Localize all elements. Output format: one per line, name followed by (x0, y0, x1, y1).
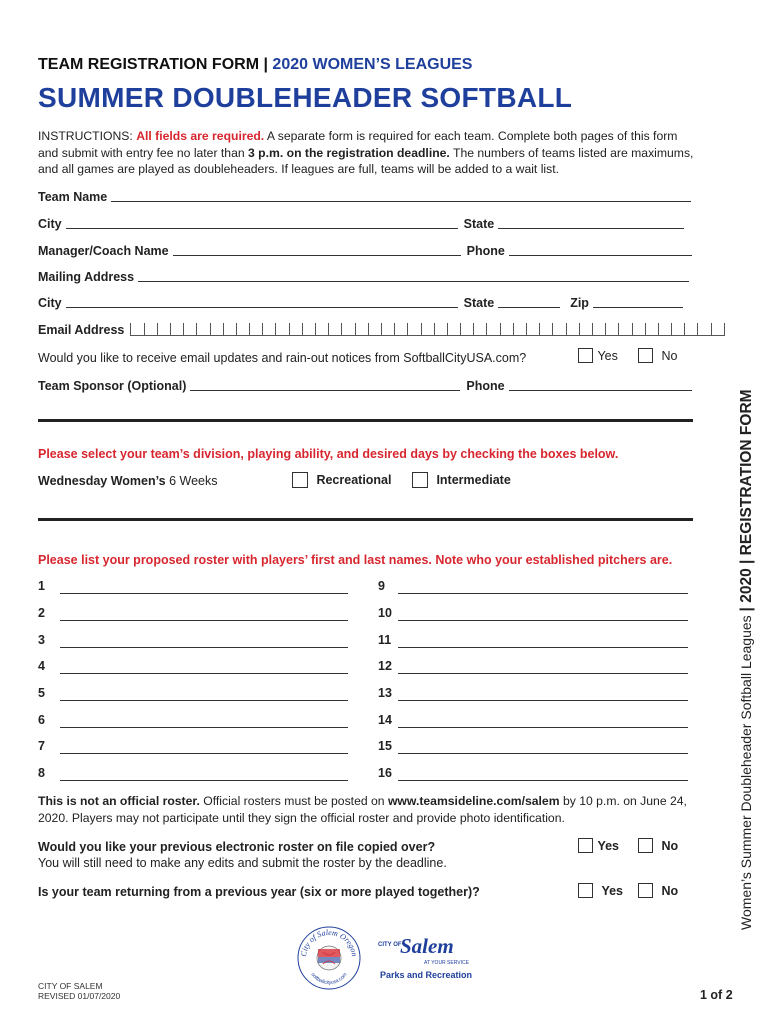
q1-question: Would you like your previous electronic roster on file copied over? (38, 840, 436, 854)
roster-number: 11 (378, 633, 392, 647)
league-weeks: 6 Weeks (165, 474, 218, 488)
city-label: City (38, 217, 62, 231)
roster-number: 15 (378, 739, 392, 753)
recreational-label: Recreational (316, 473, 392, 487)
q2-yes (578, 882, 623, 900)
q1-no (638, 837, 678, 855)
team-name-row (38, 188, 691, 204)
roster-player-field[interactable] (398, 593, 688, 594)
q1-yes (578, 837, 619, 855)
phone2-field[interactable] (509, 390, 692, 391)
email-updates-question: Would you like to receive email updates and rain-out notices from SoftballCityUSA.com? (38, 351, 527, 365)
q1-yes-label: Yes (597, 839, 620, 853)
mailing-address-row (38, 268, 689, 284)
recreational-option (292, 471, 391, 489)
city-state-zip-row (38, 294, 683, 310)
city-state-row (38, 215, 684, 231)
roster-number: 1 (38, 579, 45, 593)
roster-number: 8 (38, 766, 45, 780)
zip-label: Zip (570, 296, 589, 310)
roster-number: 5 (38, 686, 45, 700)
roster-number: 16 (378, 766, 392, 780)
email-updates-yes-checkbox[interactable] (578, 348, 593, 363)
q2-no (638, 882, 678, 900)
city2-field[interactable] (66, 307, 458, 308)
logo-city-of: CITY OF (378, 942, 402, 948)
league-label (38, 474, 217, 488)
side-text-3: REGISTRATION FORM (738, 389, 755, 560)
roster-notice (38, 793, 698, 826)
manager-label: Manager/Coach Name (38, 244, 169, 258)
instructions-text1: A separate form is required for each team. Complete both pages of this form and submit with entry fee no later than (38, 129, 678, 160)
q2-yes-checkbox[interactable] (578, 883, 593, 898)
logo-parks: Parks and Recreation (380, 970, 473, 980)
roster-number: 3 (38, 633, 45, 647)
side-sep-2: | (738, 559, 755, 564)
notice-text1: Official rosters must be posted on (199, 794, 388, 808)
city2-label: City (38, 296, 62, 310)
seal-graphic (296, 925, 362, 991)
notice-url[interactable]: www.teamsideline.com/salem (387, 794, 560, 808)
roster-player-field[interactable] (60, 620, 348, 621)
roster-player-field[interactable] (60, 780, 348, 781)
seal-top-text: City of Salem Oregon (298, 927, 359, 958)
roster-player-field[interactable] (60, 753, 348, 754)
logo-salem: Salem (400, 934, 454, 958)
q1-no-label: No (661, 839, 679, 853)
divider-1 (38, 419, 693, 422)
roster-player-field[interactable] (398, 753, 688, 754)
intermediate-label: Intermediate (436, 473, 511, 487)
instructions-required: All fields are required. (136, 129, 265, 143)
divider-2 (38, 518, 693, 521)
phone-label: Phone (466, 244, 505, 258)
email-field[interactable] (130, 323, 724, 336)
city-seal-logo (296, 925, 362, 991)
phone2-label: Phone (466, 379, 505, 393)
intermediate-checkbox[interactable] (412, 472, 428, 488)
q1-yes-checkbox[interactable] (578, 838, 593, 853)
roster-number: 13 (378, 686, 392, 700)
sponsor-label: Team Sponsor (Optional) (38, 379, 187, 393)
roster-player-field[interactable] (60, 727, 348, 728)
q1-no-checkbox[interactable] (638, 838, 653, 853)
roster-number: 14 (378, 713, 392, 727)
email-updates-no-label: No (661, 349, 678, 363)
state2-field[interactable] (498, 307, 560, 308)
roster-number: 7 (38, 739, 45, 753)
roster-player-field[interactable] (60, 647, 348, 648)
roster-player-field[interactable] (398, 780, 688, 781)
notice-text2: by 10 p.m. on June 24, 2020. Players may not participate until they sign the official roster and provide photo identification. (38, 794, 687, 825)
side-text-2: 2020 (738, 563, 755, 608)
footer (38, 981, 120, 1001)
manager-row (38, 242, 692, 258)
side-sep-1: | (738, 607, 755, 612)
side-text-1: Women’s Summer Doubleheader Softball Leagues (738, 611, 754, 930)
roster-heading: Please list your proposed roster with players’ first and last names. Note who your established pitchers are. (38, 553, 673, 567)
roster-player-field[interactable] (398, 647, 688, 648)
zip-field[interactable] (593, 307, 683, 308)
mailing-address-label: Mailing Address (38, 270, 135, 284)
roster-number: 2 (38, 606, 45, 620)
form-header (38, 56, 472, 74)
league-title: 2020 WOMEN’S LEAGUES (272, 56, 473, 73)
roster-player-field[interactable] (60, 673, 348, 674)
email-updates-no-checkbox[interactable] (638, 348, 653, 363)
state-field[interactable] (498, 228, 684, 229)
mailing-address-field[interactable] (138, 281, 689, 282)
manager-field[interactable] (173, 255, 461, 256)
form-title: TEAM REGISTRATION FORM (38, 56, 260, 73)
roster-player-field[interactable] (398, 673, 688, 674)
roster-player-field[interactable] (398, 620, 688, 621)
instructions (38, 128, 698, 178)
q2-no-label: No (661, 884, 679, 898)
roster-number: 6 (38, 713, 45, 727)
page-number: 1 of 2 (700, 988, 733, 1002)
q2-yes-label: Yes (601, 884, 624, 898)
notice-bold: This is not an official roster. (38, 794, 200, 808)
state-label: State (463, 217, 495, 231)
email-updates-no (638, 347, 677, 365)
q2-question: Is your team returning from a previous year (six or more played together)? (38, 885, 480, 899)
league-name: Wednesday Women’s (38, 474, 166, 488)
roster-number: 4 (38, 659, 45, 673)
header-separator: | (263, 56, 268, 73)
q1-subtext: You will still need to make any edits and submit the roster by the deadline. (38, 856, 447, 870)
state2-label: State (463, 296, 495, 310)
sponsor-row (38, 377, 692, 393)
instructions-prefix: INSTRUCTIONS: (38, 129, 137, 143)
team-name-label: Team Name (38, 190, 108, 204)
email-row (38, 321, 725, 337)
side-banner (738, 389, 756, 930)
roster-number: 9 (378, 579, 385, 593)
seal-bottom-text: softballcityusa.com (309, 971, 349, 987)
phone-field[interactable] (509, 255, 692, 256)
q2-no-checkbox[interactable] (638, 883, 653, 898)
sponsor-field[interactable] (190, 390, 460, 391)
intermediate-option (412, 471, 511, 489)
roster-player-field[interactable] (60, 593, 348, 594)
instructions-deadline: 3 p.m. on the registration deadline. (248, 145, 450, 160)
roster-player-field[interactable] (398, 727, 688, 728)
page-title: SUMMER DOUBLEHEADER SOFTBALL (38, 82, 573, 113)
email-updates-yes (578, 347, 618, 365)
city-field[interactable] (66, 228, 458, 229)
parks-rec-logo (378, 934, 478, 986)
recreational-checkbox[interactable] (292, 472, 308, 488)
roster-player-field[interactable] (398, 700, 688, 701)
division-heading: Please select your team’s division, playing ability, and desired days by checking the boxes below. (38, 447, 619, 461)
footer-revised: REVISED 01/07/2020 (38, 991, 121, 1001)
roster-player-field[interactable] (60, 700, 348, 701)
roster-number: 12 (378, 659, 392, 673)
email-updates-yes-label: Yes (597, 349, 618, 363)
instructions-text2: The numbers of teams listed are maximums, and all games are played as doubleheaders. If leagues are full, teams will be added to a wait list. (38, 145, 694, 176)
roster-number: 10 (378, 606, 392, 620)
email-label: Email Address (38, 323, 125, 337)
footer-city: CITY OF SALEM (38, 981, 103, 991)
team-name-field[interactable] (111, 201, 691, 202)
logo-at-your-service: AT YOUR SERVICE (424, 960, 469, 966)
